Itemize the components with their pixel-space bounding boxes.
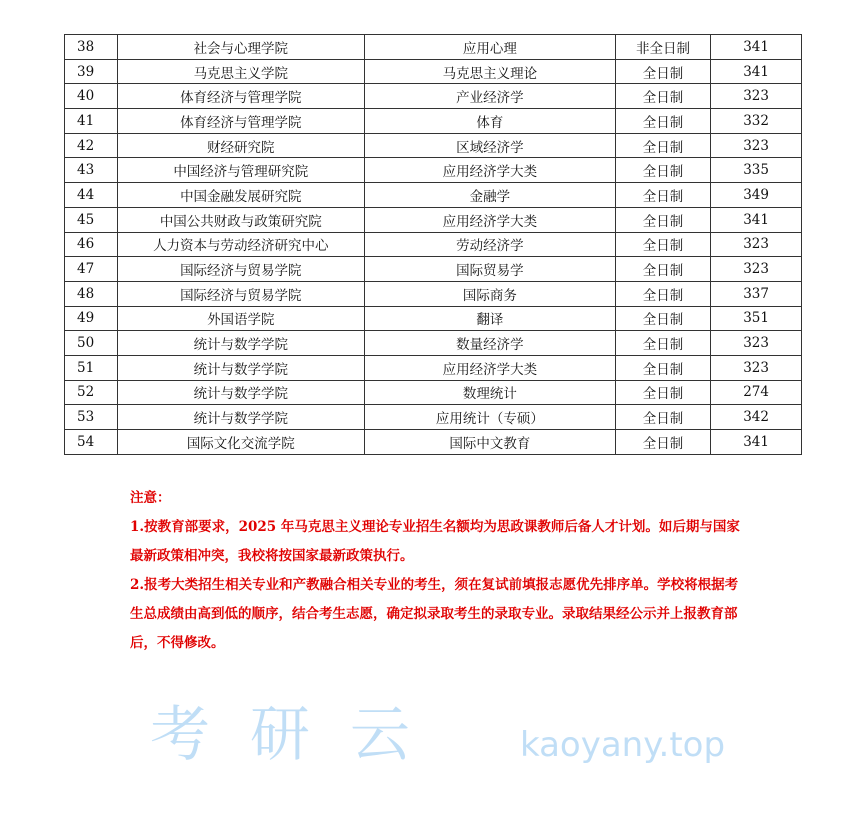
row-number-cell: 46 [65,232,118,257]
study-mode-cell: 全日制 [615,59,710,84]
major-cell: 金融学 [365,183,616,208]
row-number-cell: 39 [65,59,118,84]
study-mode-cell: 全日制 [615,207,710,232]
major-cell: 数理统计 [365,380,616,405]
score-cell: 342 [711,405,802,430]
row-number-cell: 38 [65,35,118,60]
major-cell: 数量经济学 [365,331,616,356]
table-row [65,133,802,158]
row-number-cell: 48 [65,281,118,306]
college-cell: 中国金融发展研究院 [117,183,365,208]
table-row [65,207,802,232]
college-cell: 国际经济与贸易学院 [117,257,365,282]
table-row [65,380,802,405]
score-cell: 351 [711,306,802,331]
watermark-text: 考研云 [150,700,450,770]
score-cell: 323 [711,355,802,380]
table-row [65,306,802,331]
row-number-cell: 51 [65,355,118,380]
table-row [65,281,802,306]
major-cell: 劳动经济学 [365,232,616,257]
row-number-cell: 42 [65,133,118,158]
row-number-cell: 49 [65,306,118,331]
score-cell: 323 [711,257,802,282]
score-cell: 323 [711,84,802,109]
college-cell: 体育经济与管理学院 [117,84,365,109]
major-cell: 国际贸易学 [365,257,616,282]
row-number-cell: 53 [65,405,118,430]
table-row [65,331,802,356]
row-number-cell: 52 [65,380,118,405]
college-cell: 中国公共财政与政策研究院 [117,207,365,232]
row-number-cell: 45 [65,207,118,232]
major-cell: 应用经济学大类 [365,207,616,232]
row-number-cell: 47 [65,257,118,282]
major-cell: 国际商务 [365,281,616,306]
study-mode-cell: 全日制 [615,133,710,158]
college-cell: 统计与数学学院 [117,355,365,380]
score-cell: 323 [711,133,802,158]
admission-score-table [64,34,802,455]
study-mode-cell: 全日制 [615,405,710,430]
study-mode-cell: 全日制 [615,306,710,331]
college-cell: 体育经济与管理学院 [117,109,365,134]
table-row [65,158,802,183]
note-2: 2.报考大类招生相关专业和产教融合相关专业的考生，须在复试前填报志愿优先排序单。学校将根据考生总成绩由高到低的顺序，结合考生志愿，确定拟录取考生的录取专业。录取结果经公示并上报教育部后，不得修改。 [130,577,739,651]
score-cell: 341 [711,59,802,84]
college-cell: 人力资本与劳动经济研究中心 [117,232,365,257]
score-cell: 274 [711,380,802,405]
row-number-cell: 44 [65,183,118,208]
college-cell: 统计与数学学院 [117,380,365,405]
score-cell: 341 [711,35,802,60]
table-row [65,232,802,257]
score-cell: 341 [711,430,802,455]
major-cell: 区域经济学 [365,133,616,158]
study-mode-cell: 全日制 [615,109,710,134]
notes-title: 注意： [130,490,171,506]
major-cell: 应用心理 [365,35,616,60]
major-cell: 马克思主义理论 [365,59,616,84]
study-mode-cell: 全日制 [615,380,710,405]
college-cell: 统计与数学学院 [117,405,365,430]
major-cell: 体育 [365,109,616,134]
study-mode-cell: 全日制 [615,281,710,306]
college-cell: 财经研究院 [117,133,365,158]
table-row [65,405,802,430]
table-row [65,35,802,60]
table-row [65,430,802,455]
notes [130,484,750,658]
table-row [65,109,802,134]
row-number-cell: 50 [65,331,118,356]
study-mode-cell: 全日制 [615,158,710,183]
score-cell: 349 [711,183,802,208]
college-cell: 社会与心理学院 [117,35,365,60]
score-cell: 323 [711,331,802,356]
row-number-cell: 43 [65,158,118,183]
study-mode-cell: 全日制 [615,355,710,380]
college-cell: 外国语学院 [117,306,365,331]
row-number-cell: 41 [65,109,118,134]
study-mode-cell: 全日制 [615,232,710,257]
score-cell: 335 [711,158,802,183]
major-cell: 应用经济学大类 [365,355,616,380]
college-cell: 国际文化交流学院 [117,430,365,455]
college-cell: 中国经济与管理研究院 [117,158,365,183]
study-mode-cell: 全日制 [615,331,710,356]
college-cell: 统计与数学学院 [117,331,365,356]
score-cell: 341 [711,207,802,232]
college-cell: 马克思主义学院 [117,59,365,84]
score-cell: 323 [711,232,802,257]
major-cell: 应用统计（专硕） [365,405,616,430]
watermark-url: kaoyany.top [520,725,726,765]
major-cell: 国际中文教育 [365,430,616,455]
major-cell: 应用经济学大类 [365,158,616,183]
study-mode-cell: 全日制 [615,430,710,455]
row-number-cell: 54 [65,430,118,455]
row-number-cell: 40 [65,84,118,109]
major-cell: 翻译 [365,306,616,331]
score-cell: 337 [711,281,802,306]
table-row [65,59,802,84]
table-row [65,84,802,109]
table-row [65,257,802,282]
study-mode-cell: 全日制 [615,183,710,208]
table-row [65,355,802,380]
score-cell: 332 [711,109,802,134]
study-mode-cell: 全日制 [615,84,710,109]
major-cell: 产业经济学 [365,84,616,109]
college-cell: 国际经济与贸易学院 [117,281,365,306]
study-mode-cell: 全日制 [615,257,710,282]
note-1: 1.按教育部要求，2025 年马克思主义理论专业招生名额均为思政课教师后备人才计划。如后期与国家最新政策相冲突，我校将按国家最新政策执行。 [130,519,740,564]
table-row [65,183,802,208]
study-mode-cell: 非全日制 [615,35,710,60]
